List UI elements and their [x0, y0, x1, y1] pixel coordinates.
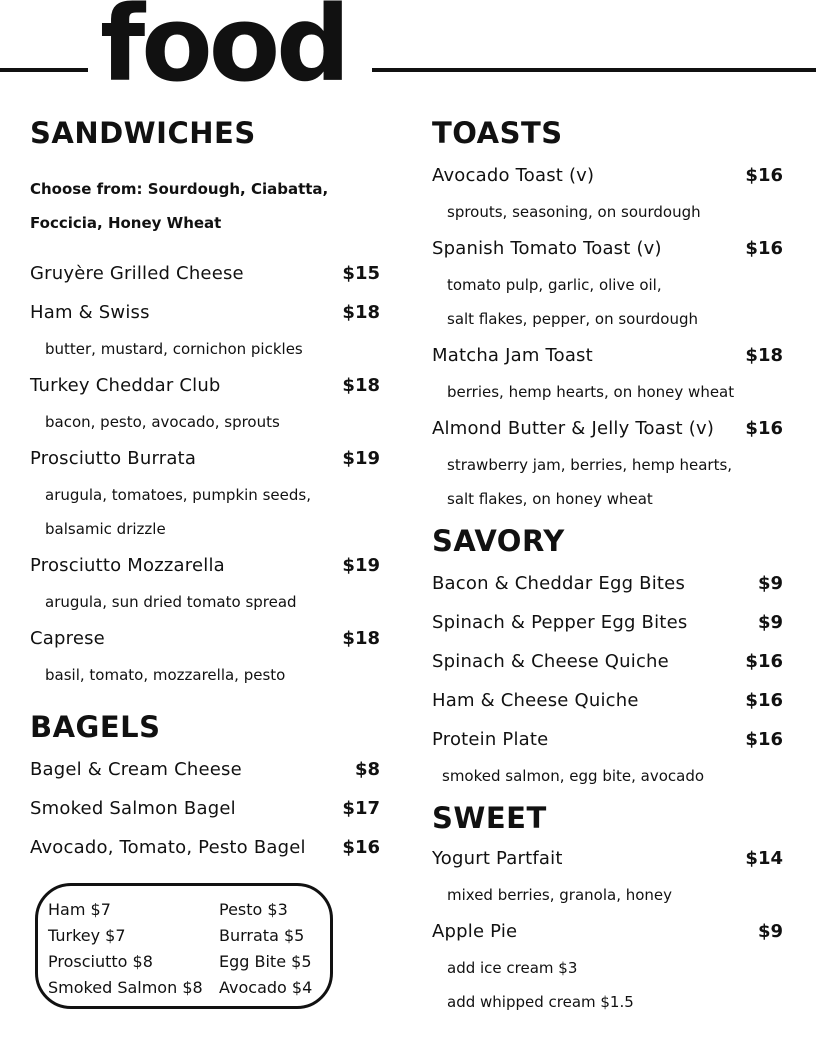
menu-item-price: $16: [745, 651, 783, 672]
menu-item-name: Prosciutto Burrata: [30, 448, 197, 469]
menu-item-name: Bacon & Cheddar Egg Bites: [432, 573, 686, 594]
menu-item-price: $16: [745, 165, 783, 186]
section-title-savory: SAVORY: [432, 524, 565, 558]
menu-item-desc-2: balsamic drizzle: [45, 520, 166, 538]
menu-item-desc: butter, mustard, cornichon pickles: [45, 340, 303, 358]
menu-item-name: Ham & Cheese Quiche: [432, 690, 639, 711]
header-rule-right: [372, 68, 816, 72]
menu-item-name: Spanish Tomato Toast (v): [432, 238, 662, 259]
menu-item-name: Almond Butter & Jelly Toast (v): [432, 418, 715, 439]
menu-item-desc-2: salt flakes, on honey wheat: [447, 490, 653, 508]
menu-item-name: Turkey Cheddar Club: [30, 375, 221, 396]
page-title: food: [100, 0, 347, 105]
bread-choice-note: Choose from: Sourdough, Ciabatta,: [30, 180, 329, 198]
menu-item-name: Avocado, Tomato, Pesto Bagel: [30, 837, 306, 858]
menu-item-price: $9: [757, 573, 783, 594]
bread-choice-note-2: Foccicia, Honey Wheat: [30, 214, 222, 232]
menu-item-desc: tomato pulp, garlic, olive oil,: [447, 276, 662, 294]
menu-item-name: Avocado Toast (v): [432, 165, 595, 186]
addon-item: Egg Bite $5: [219, 952, 312, 971]
menu-item-desc: bacon, pesto, avocado, sprouts: [45, 413, 280, 431]
addon-item: Ham $7: [48, 900, 111, 919]
menu-item-desc: strawberry jam, berries, hemp hearts,: [447, 456, 733, 474]
menu-item-price: $18: [342, 628, 380, 649]
menu-item-name: Gruyère Grilled Cheese: [30, 263, 244, 284]
menu-item-price: $9: [757, 612, 783, 633]
addon-item: Turkey $7: [48, 926, 126, 945]
addon-item: Pesto $3: [219, 900, 288, 919]
menu-item-price: $19: [342, 555, 380, 576]
menu-item-price: $16: [745, 238, 783, 259]
addon-item: Avocado $4: [219, 978, 313, 997]
menu-item-name: Smoked Salmon Bagel: [30, 798, 236, 819]
menu-item-desc: arugula, tomatoes, pumpkin seeds,: [45, 486, 311, 504]
menu-item-price: $16: [745, 690, 783, 711]
menu-item-name: Spinach & Pepper Egg Bites: [432, 612, 688, 633]
menu-item-name: Prosciutto Mozzarella: [30, 555, 225, 576]
section-title-sandwiches: SANDWICHES: [30, 116, 256, 150]
menu-item-name: Protein Plate: [432, 729, 549, 750]
addon-item: Prosciutto $8: [48, 952, 153, 971]
addon-item: Burrata $5: [219, 926, 305, 945]
menu-item-desc: basil, tomato, mozzarella, pesto: [45, 666, 286, 684]
menu-item-desc-2: salt flakes, pepper, on sourdough: [447, 310, 699, 328]
menu-item-price: $9: [757, 921, 783, 942]
menu-item-price: $14: [745, 848, 783, 869]
section-title-sweet: SWEET: [432, 801, 547, 835]
menu-item-price: $8: [354, 759, 380, 780]
menu-item-price: $16: [342, 837, 380, 858]
menu-item-desc: sprouts, seasoning, on sourdough: [447, 203, 701, 221]
menu-item-name: Spinach & Cheese Quiche: [432, 651, 669, 672]
menu-item-price: $18: [342, 375, 380, 396]
menu-item-desc: add ice cream $3: [447, 959, 578, 977]
menu-item-price: $16: [745, 418, 783, 439]
menu-item-name: Apple Pie: [432, 921, 518, 942]
section-title-bagels: BAGELS: [30, 710, 161, 744]
menu-item-price: $18: [342, 302, 380, 323]
menu-item-desc: berries, hemp hearts, on honey wheat: [447, 383, 735, 401]
menu-item-desc-2: add whipped cream $1.5: [447, 993, 634, 1011]
menu-item-name: Caprese: [30, 628, 105, 649]
menu-item-name: Matcha Jam Toast: [432, 345, 593, 366]
menu-item-price: $15: [342, 263, 380, 284]
menu-item-price: $19: [342, 448, 380, 469]
header-rule-left: [0, 68, 88, 72]
addon-item: Smoked Salmon $8: [48, 978, 203, 997]
menu-item-name: Bagel & Cream Cheese: [30, 759, 242, 780]
menu-item-desc: arugula, sun dried tomato spread: [45, 593, 297, 611]
menu-item-desc: smoked salmon, egg bite, avocado: [442, 767, 705, 785]
menu-item-name: Yogurt Partfait: [432, 848, 563, 869]
menu-item-price: $16: [745, 729, 783, 750]
section-title-toasts: TOASTS: [432, 116, 563, 150]
menu-item-name: Ham & Swiss: [30, 302, 150, 323]
menu-item-desc: mixed berries, granola, honey: [447, 886, 673, 904]
menu-item-price: $18: [745, 345, 783, 366]
menu-item-price: $17: [342, 798, 380, 819]
